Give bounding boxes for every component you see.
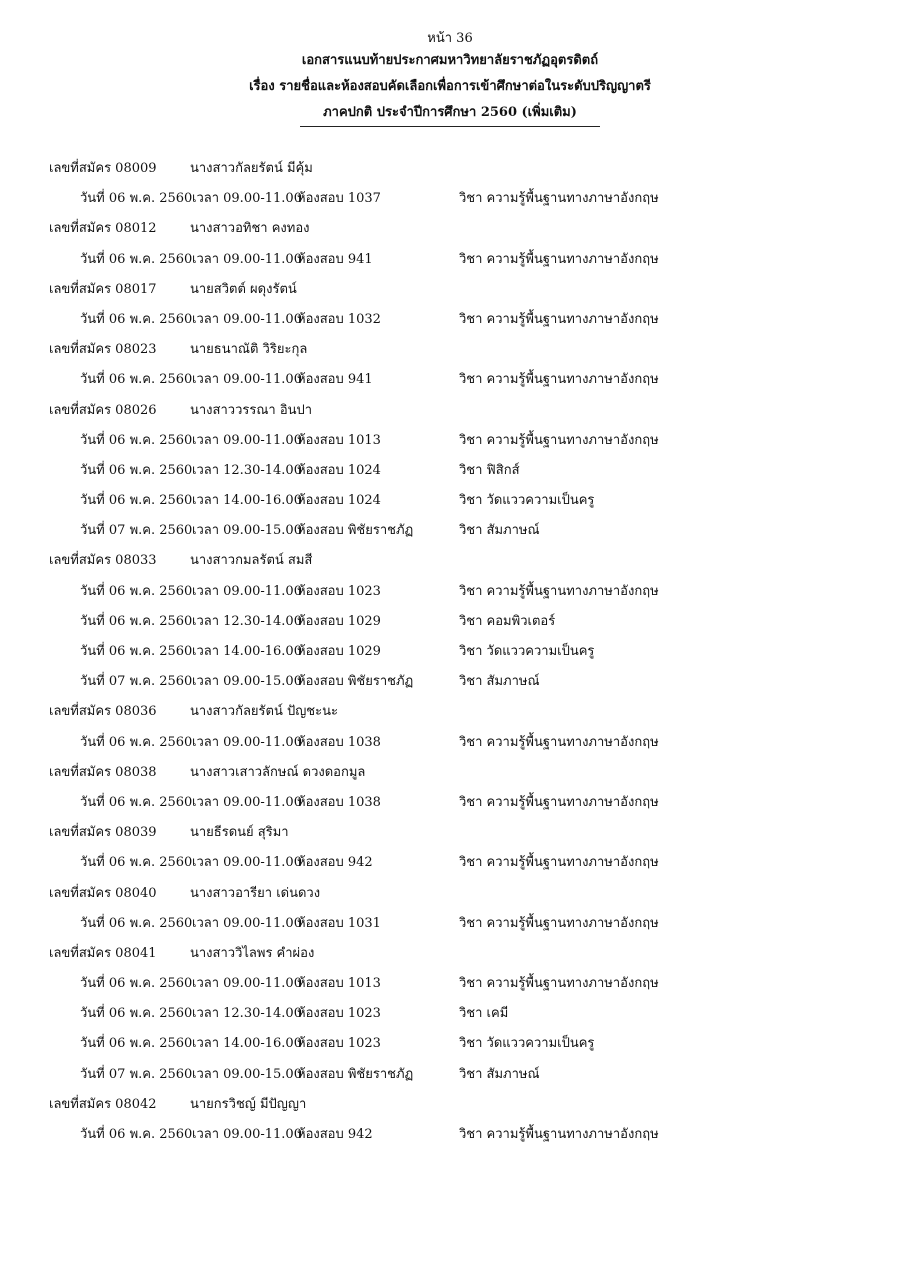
exam-session-row <box>0 486 900 516</box>
exam-time: เวลา 14.00-16.00 <box>192 493 302 509</box>
exam-subject: วิชา สัมภาษณ์ <box>459 523 540 539</box>
exam-date: วันที่ 06 พ.ค. 2560 <box>80 644 193 659</box>
exam-time: เวลา 09.00-11.00 <box>192 794 302 810</box>
exam-time: เวลา 09.00-11.00 <box>192 855 302 871</box>
applicant-row <box>0 1090 900 1120</box>
exam-subject: วิชา สัมภาษณ์ <box>459 674 540 690</box>
exam-session-row <box>0 1120 900 1150</box>
application-number: เลขที่สมัคร 08038 <box>49 764 157 780</box>
exam-time: เวลา 14.00-16.00 <box>192 1036 302 1052</box>
exam-room: ห้องสอบ 941 <box>297 251 373 267</box>
applicant-row <box>0 939 900 969</box>
applicant-name: นางสาวอทิชา คงทอง <box>190 221 310 237</box>
applicant-row <box>0 758 900 788</box>
applicant-name: นางสาวเสาวลักษณ์ ดวงดอกมูล <box>190 764 366 780</box>
exam-date: วันที่ 06 พ.ค. 2560 <box>80 191 193 207</box>
exam-time: เวลา 12.30-14.00 <box>192 462 302 478</box>
exam-room: ห้องสอบ 1037 <box>297 191 381 207</box>
exam-room: ห้องสอบ 1024 <box>297 462 381 478</box>
exam-time: เวลา 09.00-11.00 <box>192 1127 302 1142</box>
exam-date: วันที่ 06 พ.ค. 2560 <box>80 855 193 871</box>
exam-time: เวลา 09.00-11.00 <box>192 915 302 931</box>
page-number: หน้า 36 <box>427 31 473 46</box>
exam-subject: วิชา ความรู้พื้นฐานทางภาษาอังกฤษ <box>459 734 659 750</box>
exam-room: ห้องสอบ 942 <box>297 1127 373 1142</box>
header-subject: เรื่อง รายชื่อและห้องสอบคัดเลือกเพื่อการเข้าศึกษาต่อในระดับปริญญาตรี <box>249 79 651 94</box>
applicant-name: นางสาวอารียา เด่นดวง <box>190 885 321 901</box>
exam-room: ห้องสอบ 1013 <box>297 432 381 448</box>
exam-room: ห้องสอบ 942 <box>297 855 373 871</box>
exam-room: ห้องสอบ พิชัยราชภัฏ <box>297 523 414 539</box>
applicant-list <box>0 154 900 1150</box>
application-number: เลขที่สมัคร 08023 <box>49 342 157 358</box>
applicant-name: นายกรวิชญ์ มีปัญญา <box>190 1096 307 1112</box>
exam-room: ห้องสอบ 941 <box>297 372 373 388</box>
exam-date: วันที่ 07 พ.ค. 2560 <box>80 674 193 690</box>
header-divider <box>300 126 600 127</box>
exam-room: ห้องสอบ 1029 <box>297 613 381 629</box>
exam-session-row <box>0 1029 900 1059</box>
exam-session-row <box>0 999 900 1029</box>
exam-room: ห้องสอบ 1023 <box>297 583 381 599</box>
exam-time: เวลา 09.00-15.00 <box>192 523 302 539</box>
exam-date: วันที่ 07 พ.ค. 2560 <box>80 1066 193 1082</box>
exam-time: เวลา 09.00-11.00 <box>192 976 302 992</box>
header-title: เอกสารแนบท้ายประกาศมหาวิทยาลัยราชภัฏอุตรดิตถ์ <box>301 53 599 68</box>
applicant-name: นางสาวกมลรัตน์ สมสี <box>190 553 313 569</box>
exam-session-row <box>0 788 900 818</box>
applicant-row <box>0 879 900 909</box>
exam-subject: วิชา เคมี <box>459 1006 509 1022</box>
exam-session-row <box>0 1060 900 1090</box>
exam-session-row <box>0 728 900 758</box>
exam-date: วันที่ 06 พ.ค. 2560 <box>80 1127 193 1142</box>
applicant-row <box>0 214 900 244</box>
exam-time: เวลา 09.00-11.00 <box>192 372 302 388</box>
exam-date: วันที่ 06 พ.ค. 2560 <box>80 583 193 599</box>
exam-subject: วิชา ความรู้พื้นฐานทางภาษาอังกฤษ <box>459 432 659 448</box>
exam-subject: วิชา วัดแววความเป็นครู <box>459 1036 595 1052</box>
applicant-name: นายธนาณัติ วิริยะกุล <box>190 342 308 358</box>
applicant-name: นางสาวกัลยรัตน์ ปัญชะนะ <box>190 704 338 720</box>
header-term: ภาคปกติ ประจำปีการศึกษา 2560 (เพิ่มเติม) <box>323 105 577 120</box>
exam-date: วันที่ 06 พ.ค. 2560 <box>80 1036 193 1052</box>
exam-subject: วิชา ความรู้พื้นฐานทางภาษาอังกฤษ <box>459 583 659 599</box>
exam-time: เวลา 12.30-14.00 <box>192 1006 302 1022</box>
exam-subject: วิชา ความรู้พื้นฐานทางภาษาอังกฤษ <box>459 794 659 810</box>
exam-room: ห้องสอบ 1013 <box>297 976 381 992</box>
exam-subject: วิชา ความรู้พื้นฐานทางภาษาอังกฤษ <box>459 251 659 267</box>
exam-subject: วิชา วัดแววความเป็นครู <box>459 644 595 659</box>
applicant-row <box>0 396 900 426</box>
exam-subject: วิชา ความรู้พื้นฐานทางภาษาอังกฤษ <box>459 915 659 931</box>
exam-room: ห้องสอบ 1023 <box>297 1036 381 1052</box>
exam-session-row <box>0 426 900 456</box>
exam-time: เวลา 09.00-11.00 <box>192 734 302 750</box>
exam-session-row <box>0 909 900 939</box>
application-number: เลขที่สมัคร 08009 <box>49 161 157 176</box>
exam-session-row <box>0 184 900 214</box>
exam-time: เวลา 09.00-11.00 <box>192 251 302 267</box>
exam-session-row <box>0 245 900 275</box>
exam-date: วันที่ 06 พ.ค. 2560 <box>80 251 193 267</box>
exam-session-row <box>0 667 900 697</box>
application-number: เลขที่สมัคร 08041 <box>49 945 157 961</box>
exam-time: เวลา 09.00-15.00 <box>192 674 302 690</box>
exam-date: วันที่ 06 พ.ค. 2560 <box>80 613 193 629</box>
exam-time: เวลา 14.00-16.00 <box>192 644 302 659</box>
exam-date: วันที่ 06 พ.ค. 2560 <box>80 794 193 810</box>
exam-date: วันที่ 06 พ.ค. 2560 <box>80 493 193 509</box>
exam-session-row <box>0 848 900 878</box>
exam-date: วันที่ 06 พ.ค. 2560 <box>80 372 193 388</box>
applicant-row <box>0 697 900 727</box>
applicant-row <box>0 818 900 848</box>
exam-time: เวลา 09.00-11.00 <box>192 311 302 327</box>
application-number: เลขที่สมัคร 08033 <box>49 553 157 569</box>
application-number: เลขที่สมัคร 08040 <box>49 885 157 901</box>
exam-time: เวลา 09.00-11.00 <box>192 191 302 207</box>
exam-room: ห้องสอบ 1038 <box>297 734 381 750</box>
exam-time: เวลา 12.30-14.00 <box>192 613 302 629</box>
applicant-row <box>0 275 900 305</box>
applicant-name: นางสาววรรณา อินปา <box>190 402 313 418</box>
application-number: เลขที่สมัคร 08042 <box>49 1096 157 1112</box>
document-header <box>0 30 900 127</box>
exam-session-row <box>0 456 900 486</box>
exam-subject: วิชา ฟิสิกส์ <box>459 462 520 478</box>
exam-room: ห้องสอบ 1029 <box>297 644 381 659</box>
applicant-name: นายสวิตต์ ผดุงรัตน์ <box>190 281 297 297</box>
exam-session-row <box>0 516 900 546</box>
exam-date: วันที่ 06 พ.ค. 2560 <box>80 432 193 448</box>
exam-room: ห้องสอบ 1031 <box>297 915 381 931</box>
applicant-name: นางสาววิไลพร คำผ่อง <box>190 945 315 961</box>
exam-date: วันที่ 06 พ.ค. 2560 <box>80 915 193 931</box>
exam-session-row <box>0 365 900 395</box>
applicant-name: นางสาวกัลยรัตน์ มีคุ้ม <box>190 161 313 176</box>
exam-room: ห้องสอบ 1038 <box>297 794 381 810</box>
exam-session-row <box>0 305 900 335</box>
exam-date: วันที่ 06 พ.ค. 2560 <box>80 311 193 327</box>
application-number: เลขที่สมัคร 08017 <box>49 281 157 297</box>
applicant-row <box>0 546 900 576</box>
applicant-row <box>0 154 900 184</box>
exam-subject: วิชา ความรู้พื้นฐานทางภาษาอังกฤษ <box>459 372 659 388</box>
exam-time: เวลา 09.00-15.00 <box>192 1066 302 1082</box>
exam-room: ห้องสอบ พิชัยราชภัฏ <box>297 674 414 690</box>
exam-subject: วิชา ความรู้พื้นฐานทางภาษาอังกฤษ <box>459 1127 659 1142</box>
exam-subject: วิชา วัดแววความเป็นครู <box>459 493 595 509</box>
exam-time: เวลา 09.00-11.00 <box>192 583 302 599</box>
exam-date: วันที่ 06 พ.ค. 2560 <box>80 734 193 750</box>
exam-session-row <box>0 607 900 637</box>
applicant-row <box>0 335 900 365</box>
application-number: เลขที่สมัคร 08026 <box>49 402 157 418</box>
application-number: เลขที่สมัคร 08036 <box>49 704 157 720</box>
exam-date: วันที่ 06 พ.ค. 2560 <box>80 1006 193 1022</box>
exam-room: ห้องสอบ พิชัยราชภัฏ <box>297 1066 414 1082</box>
exam-subject: วิชา ความรู้พื้นฐานทางภาษาอังกฤษ <box>459 191 659 207</box>
applicant-name: นายธีรดนย์ สุริมา <box>190 825 289 841</box>
exam-subject: วิชา สัมภาษณ์ <box>459 1066 540 1082</box>
exam-room: ห้องสอบ 1024 <box>297 493 381 509</box>
exam-subject: วิชา ความรู้พื้นฐานทางภาษาอังกฤษ <box>459 855 659 871</box>
exam-date: วันที่ 07 พ.ค. 2560 <box>80 523 193 539</box>
application-number: เลขที่สมัคร 08039 <box>49 825 157 841</box>
exam-room: ห้องสอบ 1023 <box>297 1006 381 1022</box>
exam-session-row <box>0 969 900 999</box>
exam-date: วันที่ 06 พ.ค. 2560 <box>80 462 193 478</box>
application-number: เลขที่สมัคร 08012 <box>49 221 157 237</box>
exam-subject: วิชา ความรู้พื้นฐานทางภาษาอังกฤษ <box>459 311 659 327</box>
exam-subject: วิชา คอมพิวเตอร์ <box>459 613 556 629</box>
exam-session-row <box>0 577 900 607</box>
exam-time: เวลา 09.00-11.00 <box>192 432 302 448</box>
exam-subject: วิชา ความรู้พื้นฐานทางภาษาอังกฤษ <box>459 976 659 992</box>
exam-session-row <box>0 637 900 667</box>
exam-room: ห้องสอบ 1032 <box>297 311 381 327</box>
exam-date: วันที่ 06 พ.ค. 2560 <box>80 976 193 992</box>
